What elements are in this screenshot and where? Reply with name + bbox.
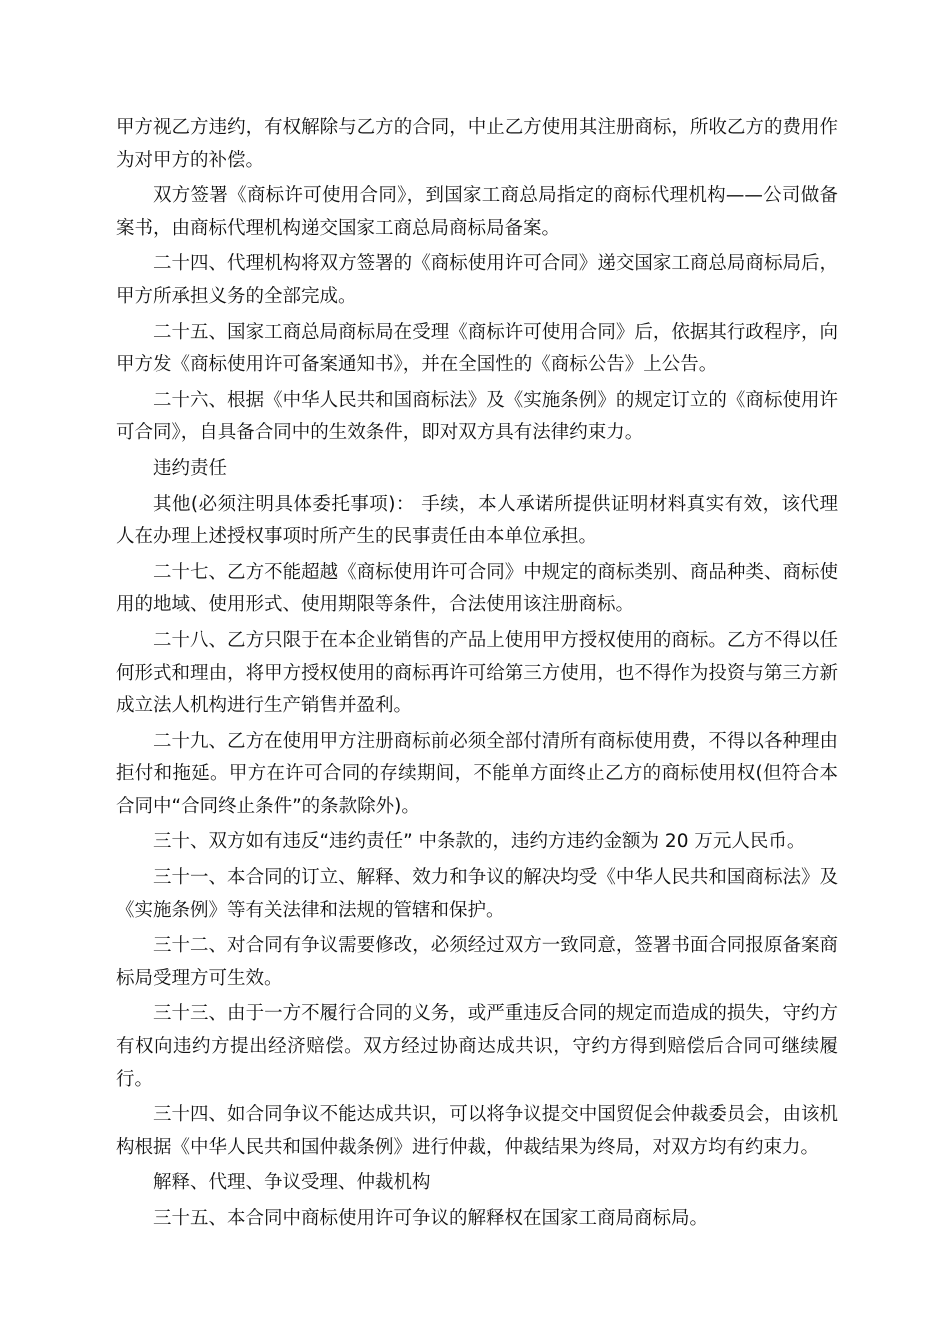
paragraph-clause-28: 二十八、乙方只限于在本企业销售的产品上使用甲方授权使用的商标。乙方不得以任何形式和理由，将甲方授权使用的商标再许可给第三方使用，也不得作为投资与第三方新成立法人机构进行生产销售并盈利。 bbox=[116, 629, 838, 717]
paragraph-clause-26: 二十六、根据《中华人民共和国商标法》及《实施条例》的规定订立的《商标使用许可合同》，自具备合同中的生效条件，即对双方具有法律约束力。 bbox=[116, 389, 838, 444]
paragraph-filing-agency: 双方签署《商标许可使用合同》，到国家工商总局指定的商标代理机构——公司做备案书，由商标代理机构递交国家工商总局商标局备案。 bbox=[116, 185, 838, 239]
paragraph-clause-27: 二十七、乙方不能超越《商标使用许可合同》中规定的商标类别、商品种类、商标使用的地域、使用形式、使用期限等条件，合法使用该注册商标。 bbox=[116, 561, 838, 616]
paragraph-penalty-termination: 甲方视乙方违约，有权解除与乙方的合同，中止乙方使用其注册商标，所收乙方的费用作为对甲方的补偿。 bbox=[116, 117, 838, 171]
paragraph-clause-33: 三十三、由于一方不履行合同的义务，或严重违反合同的规定而造成的损失，守约方有权向违约方提出经济赔偿。双方经过协商达成共识，守约方得到赔偿后合同可继续履行。 bbox=[116, 1003, 838, 1090]
paragraph-clause-24: 二十四、代理机构将双方签署的《商标使用许可合同》递交国家工商总局商标局后，甲方所承担义务的全部完成。 bbox=[116, 253, 838, 307]
document-body bbox=[116, 112, 838, 1239]
paragraph-clause-30: 三十、双方如有违反“违约责任” 中条款的，违约方违约金额为 20 万元人民币。 bbox=[153, 831, 806, 853]
paragraph-clause-34: 三十四、如合同争议不能达成共识，可以将争议提交中国贸促会仲裁委员会，由该机构根据《中华人民共和国仲裁条例》进行仲裁，仲裁结果为终局，对双方均有约束力。 bbox=[116, 1104, 838, 1158]
paragraph-other-matters: 其他(必须注明具体委托事项)： 手续，本人承诺所提供证明材料真实有效，该代理人在办理上述授权事项时所产生的民事责任由本单位承担。 bbox=[116, 493, 838, 548]
paragraph-clause-32: 三十二、对合同有争议需要修改，必须经过双方一致同意，签署书面合同报原备案商标局受理方可生效。 bbox=[116, 935, 838, 989]
paragraph-clause-29: 二十九、乙方在使用甲方注册商标前必须全部付清所有商标使用费，不得以各种理由拒付和拖延。甲方在许可合同的存续期间，不能单方面终止乙方的商标使用权(但符合本合同中“合同终止条件”的条款除外)。 bbox=[116, 730, 838, 817]
paragraph-clause-35: 三十五、本合同中商标使用许可争议的解释权在国家工商局商标局。 bbox=[153, 1208, 709, 1229]
section-heading-arbitration: 解释、代理、争议受理、仲裁机构 bbox=[153, 1172, 431, 1194]
paragraph-clause-31: 三十一、本合同的订立、解释、效力和争议的解决均受《中华人民共和国商标法》及《实施条例》等有关法律和法规的管辖和保护。 bbox=[116, 867, 838, 921]
section-heading-breach-liability: 违约责任 bbox=[153, 457, 228, 479]
paragraph-clause-25: 二十五、国家工商总局商标局在受理《商标许可使用合同》后，依据其行政程序，向甲方发《商标使用许可备案通知书》，并在全国性的《商标公告》上公告。 bbox=[116, 321, 838, 376]
